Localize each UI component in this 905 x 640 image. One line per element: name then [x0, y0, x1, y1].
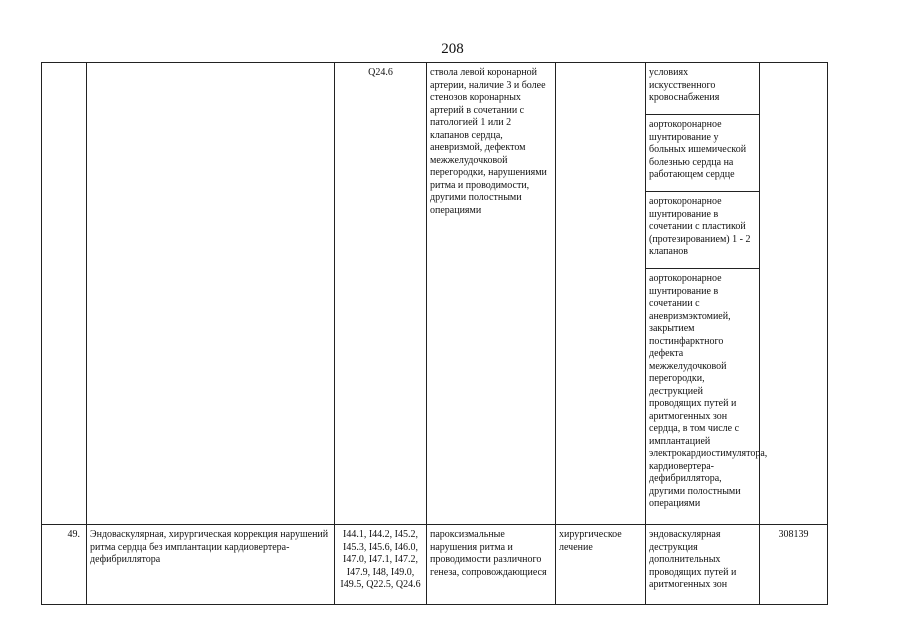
method-item: аортокоронарное шунтирование в сочетании с пластикой (протезированием) 1 - 2 клапанов [646, 191, 759, 268]
cell-name: Эндоваскулярная, хирургическая коррекция нарушений ритма сердца без имплантации кардиовертера-дефибриллятора [87, 525, 335, 605]
cell-name-empty [87, 63, 335, 525]
cell-number-empty [42, 63, 87, 525]
cell-price-empty [760, 63, 828, 525]
method-item: аортокоронарное шунтирование в сочетании с аневризмэктомией, закрытием постинфарктного дефекта межжелудочковой перегородки, деструкцией проводящих путей и аритмогенных зон сердца, в том числе с имплантацией электрокардиостимулятора, кардиовертера-дефибриллятора, другими полостными операциями [646, 268, 759, 513]
table-row-49 [42, 525, 828, 605]
procedures-table [41, 62, 828, 605]
method-item: аортокоронарное шунтирование у больных ишемической болезнью сердца на работающем сердце [646, 114, 759, 191]
cell-model: ствола левой коронарной артерии, наличие 3 и более стенозов коронарных артерий в сочетании с патологией 1 или 2 клапанов сердца, аневризмой, дефектом межжелудочковой перегородки, нарушениями ритма и проводимости, другими полостными операциями [427, 63, 556, 525]
cell-methods [646, 63, 768, 525]
cell-number: 49. [42, 525, 87, 605]
cell-codes: Q24.6 [335, 63, 427, 525]
page-number: 208 [441, 41, 464, 57]
cell-method: эндоваскулярная деструкция дополнительных проводящих путей и аритмогенных зон [646, 525, 760, 605]
cell-treatment: хирургическое лечение [556, 525, 646, 605]
method-item: условиях искусственного кровоснабжения [649, 67, 720, 103]
cell-treatment-empty [556, 63, 646, 525]
cell-model: пароксизмальные нарушения ритма и проводимости различного генеза, сопровождающиеся [427, 525, 556, 605]
cell-price: 308139 [760, 525, 828, 605]
cell-codes: I44.1, I44.2, I45.2, I45.3, I45.6, I46.0, I47.0, I47.1, I47.2, I47.9, I48, I49.0, I49.5, Q22.5, Q24.6 [335, 525, 427, 605]
table-row-continued [42, 63, 828, 525]
